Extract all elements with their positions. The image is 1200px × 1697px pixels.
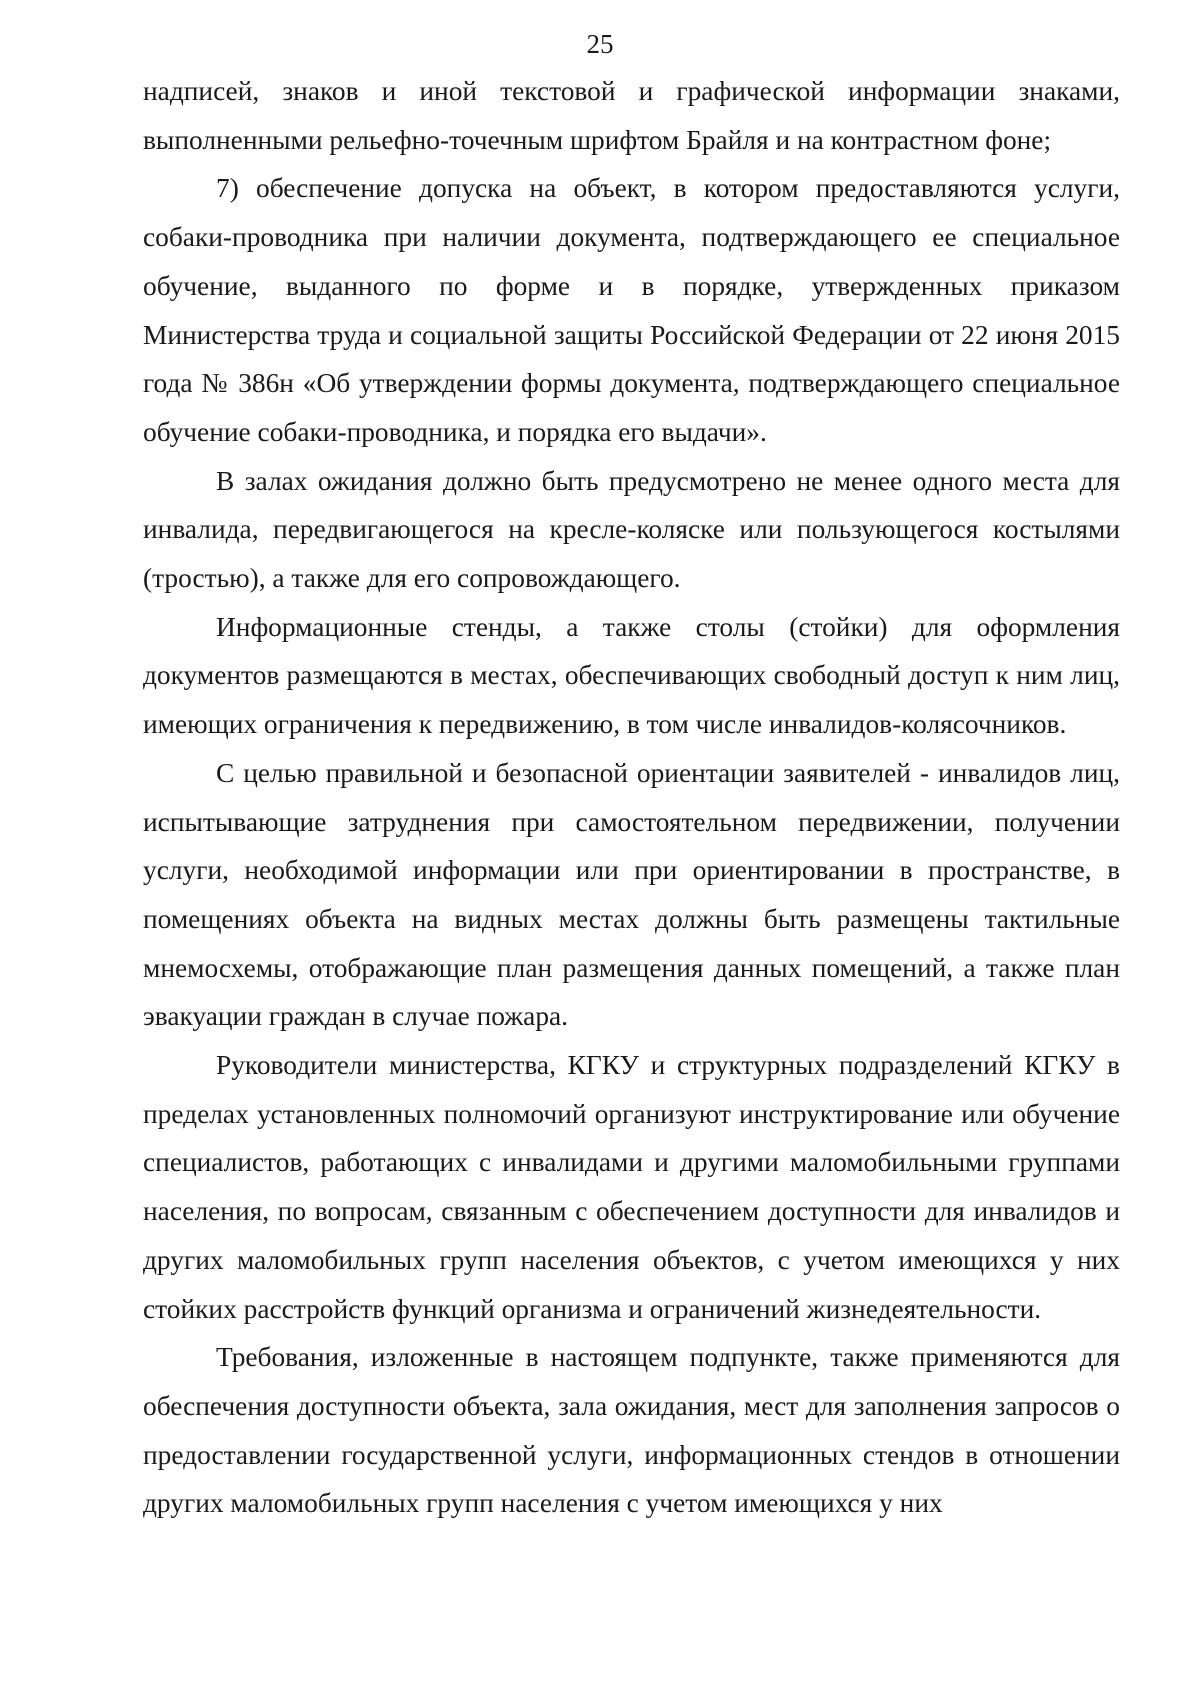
paragraph-continued: надписей, знаков и иной текстовой и графической информации знаками, выполненными рельефно-точечным шрифтом Брайля и на контрастном фоне; — [143, 76, 1120, 155]
paragraph-info-stands: Информационные стенды, а также столы (стойки) для оформления документов размещаются в местах, обеспечивающих свободный доступ к ним лиц, имеющих ограничения к передвижению, в том числе инвалидов-колясочников. — [143, 611, 1120, 740]
paragraph-staff-training: Руководители министерства, КГКУ и структурных подразделений КГКУ в пределах установленных полномочий организуют инструктирование или обучение специалистов, работающих с инвалидами и другими маломобильными группами населения, по вопросам, связанным с обеспечением доступности для инвалидов и других маломобильных групп населения объектов, с учетом имеющихся у них стойких расстройств функций организма и ограничений жизнедеятельности. — [143, 1050, 1120, 1324]
paragraph-item-7: 7) обеспечение допуска на объект, в котором предоставляются услуги, собаки-проводника при наличии документа, подтверждающего ее специальное обучение, выданного по форме и в порядке, утвержденных приказом Министерства труда и социальной защиты Российской Федерации от 22 июня 2015 года № 386н «Об утверждении формы документа, подтверждающего специальное обучение собаки-проводника, и порядка его выдачи». — [143, 173, 1120, 447]
paragraph-orientation: С целью правильной и безопасной ориентации заявителей - инвалидов лиц, испытывающие затруднения при самостоятельном передвижении, получении услуги, необходимой информации или при ориентировании в пространстве, в помещениях объекта на видных местах должны быть размещены тактильные мнемосхемы, отображающие план размещения данных помещений, а также план эвакуации граждан в случае пожара. — [143, 757, 1120, 1032]
page-number: 25 — [586, 29, 614, 59]
document-body — [143, 67, 1120, 1528]
paragraph-waiting-rooms: В залах ожидания должно быть предусмотрено не менее одного места для инвалида, передвигающегося на кресле-коляске или пользующегося костылями (тростью), а также для его сопровождающего. — [143, 465, 1120, 594]
paragraph-requirements: Требования, изложенные в настоящем подпункте, также применяются для обеспечения доступности объекта, зала ожидания, мест для заполнения запросов о предоставлении государственной услуги, информационных стендов в отношении других маломобильных групп населения с учетом имеющихся у них — [143, 1342, 1120, 1519]
